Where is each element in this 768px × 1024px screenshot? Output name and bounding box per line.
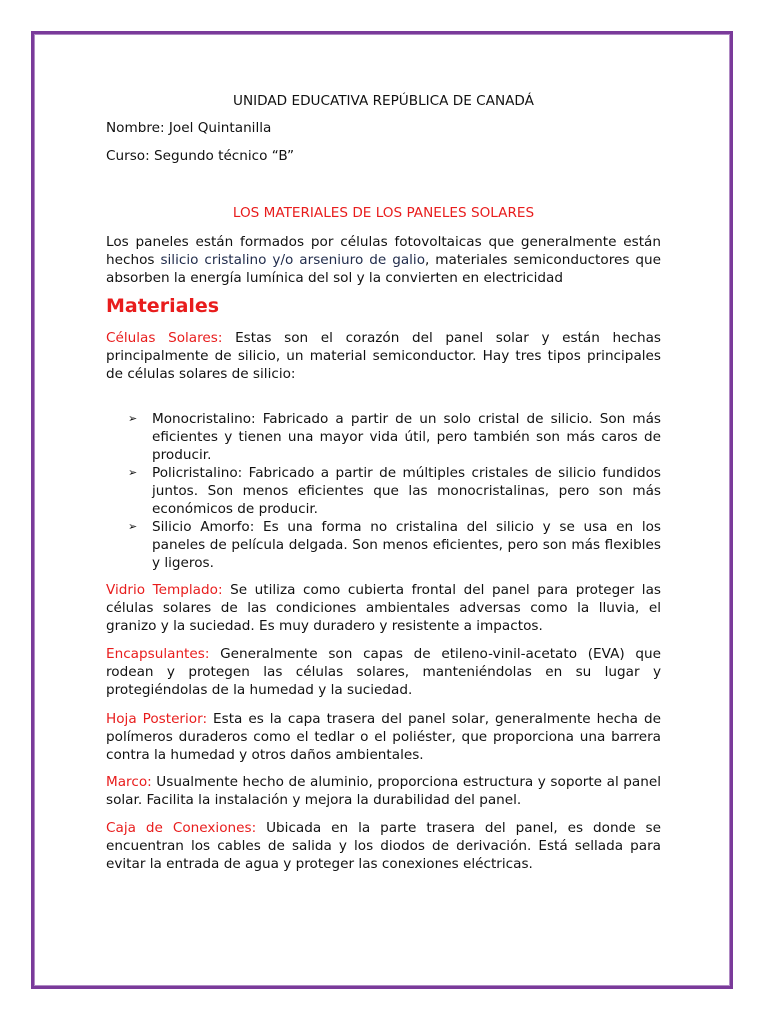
glass-text: Se utiliza como cubierta frontal del panel para proteger las células solares de las condiciones ambientales adversas como la lluvia, el granizo y la suciedad. Es muy duradero y resistente a impactos. <box>106 582 661 634</box>
intro-text-b: , materiales semiconductores que absorben la energía lumínica del sol y la convierten en electricidad <box>106 252 661 286</box>
cells-paragraph <box>106 329 661 383</box>
bullet-polycrystalline: Policristalino: Fabricado a partir de múltiples cristales de silicio fundidos juntos. Son menos eficientes que las monocristalinas, pero son más económicos de producir. <box>152 465 661 517</box>
bullet-amorphous: Silicio Amorfo: Es una forma no cristalina del silicio y se usa en los paneles de película delgada. Son menos eficientes, pero son más flexibles y ligeros. <box>152 519 661 571</box>
glass-label: Vidrio Templado: <box>106 582 223 598</box>
student-name: Nombre: Joel Quintanilla <box>106 120 272 136</box>
frame-paragraph <box>106 773 661 809</box>
intro-text-a: Los paneles están formados por células fotovoltaicas que generalmente están hechos <box>106 234 661 268</box>
document-title: LOS MATERIALES DE LOS PANELES SOLARES <box>232 205 535 221</box>
junction-label: Caja de Conexiones: <box>106 820 257 836</box>
course-line: Curso: Segundo técnico “B” <box>106 148 295 164</box>
arrow-bullet-icon: ➢ <box>128 466 138 479</box>
arrow-bullet-icon: ➢ <box>128 412 138 425</box>
encapsulants-paragraph <box>106 645 661 699</box>
cells-label: Células Solares: <box>106 330 223 346</box>
school-name: UNIDAD EDUCATIVA REPÚBLICA DE CANADÁ <box>233 93 534 109</box>
intro-highlight: silicio cristalino y/o arseniuro de galio <box>160 252 426 268</box>
backsheet-text: Esta es la capa trasera del panel solar, generalmente hecha de polímeros duraderos como el tedlar o el poliéster, que proporciona una barrera contra la humedad y otros daños ambientales. <box>106 711 661 763</box>
junction-text: Ubicada en la parte trasera del panel, es donde se encuentran los cables de salida y los diodos de derivación. Está sellada para evitar la entrada de agua y proteger las conexiones eléctricas. <box>106 820 661 872</box>
section-heading: Materiales <box>106 295 220 317</box>
junction-paragraph <box>106 819 661 873</box>
backsheet-paragraph <box>106 710 661 764</box>
encapsulants-label: Encapsulantes: <box>106 646 210 662</box>
arrow-bullet-icon: ➢ <box>128 520 138 533</box>
list-item <box>106 518 661 572</box>
intro-paragraph <box>106 233 661 287</box>
frame-text: Usualmente hecho de aluminio, proporciona estructura y soporte al panel solar. Facilita la instalación y mejora la durabilidad del panel. <box>106 774 661 808</box>
glass-paragraph <box>106 581 661 635</box>
cells-text: Estas son el corazón del panel solar y están hechas principalmente de silicio, un material semiconductor. Hay tres tipos principales de células solares de silicio: <box>106 330 661 382</box>
backsheet-label: Hoja Posterior: <box>106 711 208 727</box>
list-item <box>106 464 661 518</box>
cell-types-list <box>106 410 661 572</box>
frame-label: Marco: <box>106 774 152 790</box>
list-item <box>106 410 661 464</box>
bullet-monocrystalline: Monocristalino: Fabricado a partir de un solo cristal de silicio. Son más eficientes y tienen una mayor vida útil, pero también son más caros de producir. <box>152 411 661 463</box>
encapsulants-text: Generalmente son capas de etileno-vinil-acetato (EVA) que rodean y protegen las células solares, manteniéndolas en su lugar y protegiéndolas de la humedad y la suciedad. <box>106 646 661 698</box>
